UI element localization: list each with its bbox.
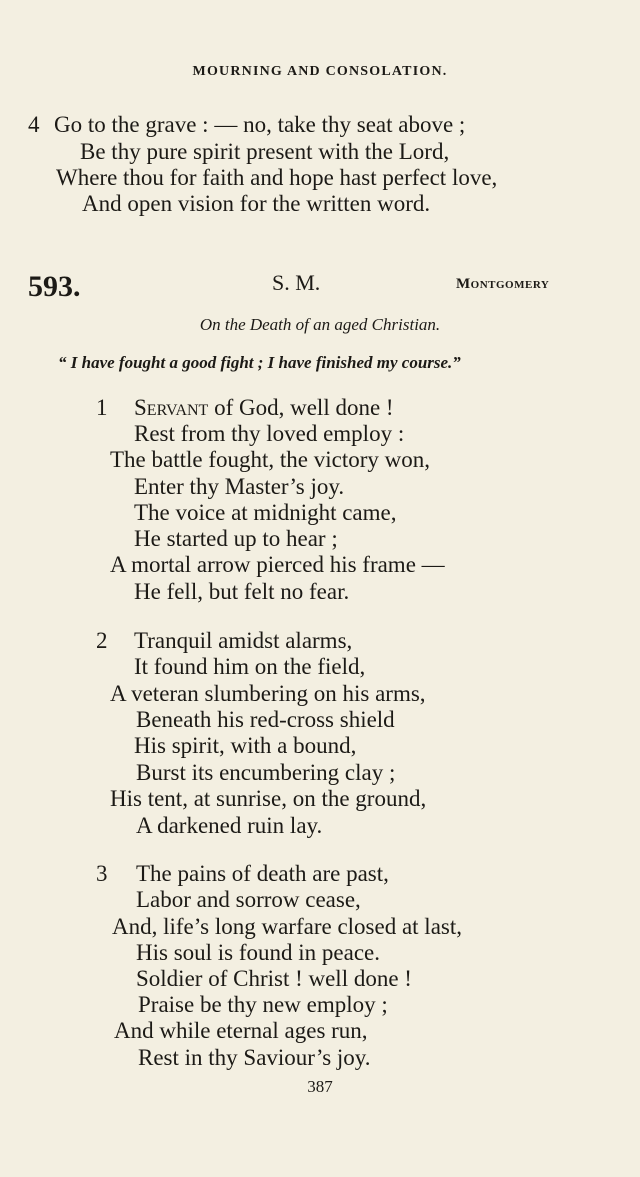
verse-line-rest: of God, well done !: [208, 395, 394, 420]
verse-line: Burst its encumbering clay ;: [136, 760, 396, 785]
hymn-subtitle: On the Death of an aged Christian.: [199, 315, 441, 334]
verse-line: A veteran slumbering on his arms,: [110, 681, 426, 706]
verse-line: Rest in thy Saviour’s joy.: [138, 1045, 371, 1070]
verse-line: It found him on the field,: [134, 654, 366, 679]
verse-line: A darkened ruin lay.: [136, 813, 323, 838]
running-head: MOURNING AND CONSOLATION.: [192, 64, 448, 79]
verse-line: Beneath his red-cross shield: [136, 707, 395, 732]
hymn-epigraph: “ I have fought a good fight ; I have finished my course.”: [58, 353, 461, 372]
hymn-author: Montgomery: [456, 276, 550, 292]
verse-line: Enter thy Master’s joy.: [134, 474, 345, 499]
verse-line: The pains of death are past,: [136, 861, 389, 886]
verse-line: Where thou for faith and hope hast perfect love,: [56, 165, 498, 190]
verse-line: The voice at midnight came,: [134, 500, 397, 525]
verse-line: Labor and sorrow cease,: [136, 887, 361, 912]
stanza-number: 4: [28, 112, 40, 137]
verse-line: And while eternal ages run,: [114, 1018, 368, 1043]
stanza-number: 3: [96, 861, 108, 886]
verse-line: A mortal arrow pierced his frame —: [110, 552, 445, 577]
verse-line: He started up to hear ;: [134, 526, 338, 551]
verse-line: The battle fought, the victory won,: [110, 447, 431, 472]
verse-line: His spirit, with a bound,: [134, 733, 357, 758]
verse-line: [134, 396, 394, 419]
verse-line: His soul is found in peace.: [136, 940, 381, 965]
verse-line: He fell, but felt no fear.: [134, 579, 350, 604]
page-number: 387: [307, 1077, 333, 1096]
verse-line: His tent, at sunrise, on the ground,: [110, 786, 427, 811]
first-word: Servant: [134, 395, 209, 420]
stanza-number: 2: [96, 628, 108, 653]
hymn-number: 593.: [28, 270, 81, 303]
verse-line: Go to the grave : — no, take thy seat above ;: [54, 112, 466, 137]
stanza-number: 1: [96, 395, 108, 420]
verse-line: Be thy pure spirit present with the Lord,: [80, 139, 450, 164]
verse-line: And open vision for the written word.: [82, 191, 431, 216]
verse-line: Rest from thy loved employ :: [134, 421, 405, 446]
verse-line: Soldier of Christ ! well done !: [136, 966, 412, 991]
verse-line: And, life’s long warfare closed at last,: [112, 914, 462, 939]
verse-line: Praise be thy new employ ;: [138, 992, 388, 1017]
verse-line: Tranquil amidst alarms,: [134, 628, 353, 653]
hymn-meter: S. M.: [272, 270, 321, 295]
